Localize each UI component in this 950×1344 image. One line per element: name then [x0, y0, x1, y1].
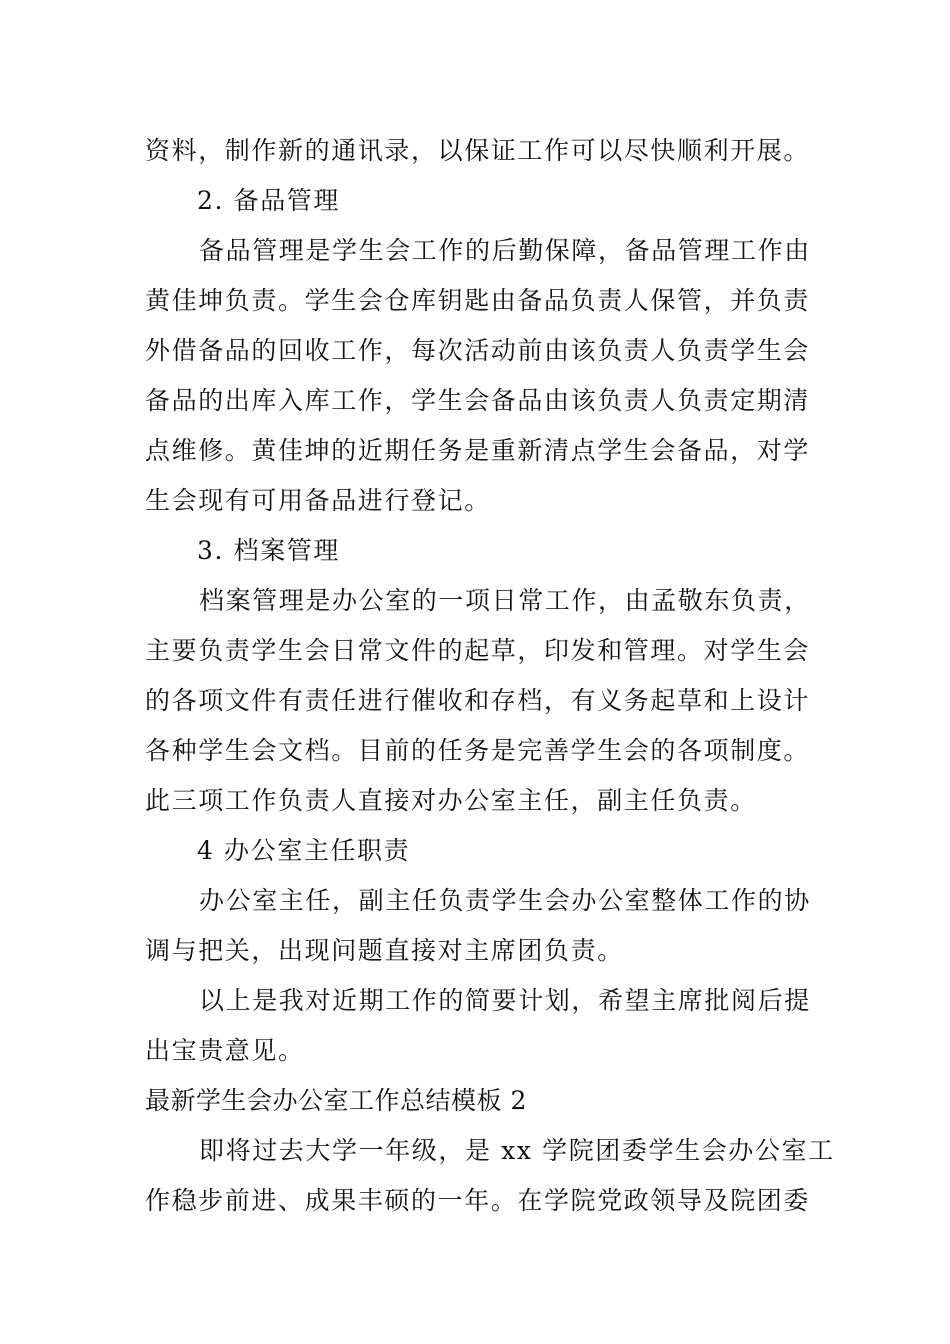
paragraph-line: 点维修。黄佳坤的近期任务是重新清点学生会备品，对学: [145, 436, 811, 465]
paragraph-line: 以上是我对近期工作的简要计划，希望主席批阅后提: [199, 986, 811, 1015]
paragraph-line: 出宝贵意见。: [145, 1036, 305, 1065]
document-title: 最新学生会办公室工作总结模板 2: [145, 1086, 527, 1115]
paragraph-line: 的各项文件有责任进行催收和存档，有义务起草和上设计: [145, 686, 811, 715]
paragraph-line: 作稳步前进、成果丰硕的一年。在学院党政领导及院团委: [145, 1186, 811, 1215]
paragraph-line: 生会现有可用备品进行登记。: [145, 486, 491, 515]
paragraph-line: 即将过去大学一年级，是 xx 学院团委学生会办公室工: [199, 1136, 835, 1165]
section-heading-3: 3. 档案管理: [197, 536, 340, 565]
paragraph-line: 备品管理是学生会工作的后勤保障，备品管理工作由: [199, 236, 811, 265]
paragraph-line: 备品的出库入库工作，学生会备品由该负责人负责定期清: [145, 386, 811, 415]
paragraph-line: 黄佳坤负责。学生会仓库钥匙由备品负责人保管，并负责: [145, 286, 811, 315]
paragraph-line: 此三项工作负责人直接对办公室主任，副主任负责。: [145, 786, 757, 815]
section-heading-4: 4 办公室主任职责: [197, 836, 411, 865]
section-heading-2: 2. 备品管理: [197, 186, 340, 215]
paragraph-line: 资料，制作新的通讯录，以保证工作可以尽快顺利开展。: [145, 136, 811, 165]
paragraph-line: 调与把关，出现问题直接对主席团负责。: [145, 936, 624, 965]
paragraph-line: 外借备品的回收工作，每次活动前由该负责人负责学生会: [145, 336, 811, 365]
paragraph-line: 档案管理是办公室的一项日常工作，由孟敬东负责，: [199, 586, 811, 615]
paragraph-line: 各种学生会文档。目前的任务是完善学生会的各项制度。: [145, 736, 811, 765]
paragraph-line: 主要负责学生会日常文件的起草，印发和管理。对学生会: [145, 636, 811, 665]
paragraph-line: 办公室主任，副主任负责学生会办公室整体工作的协: [199, 886, 811, 915]
document-page: [145, 126, 835, 1226]
